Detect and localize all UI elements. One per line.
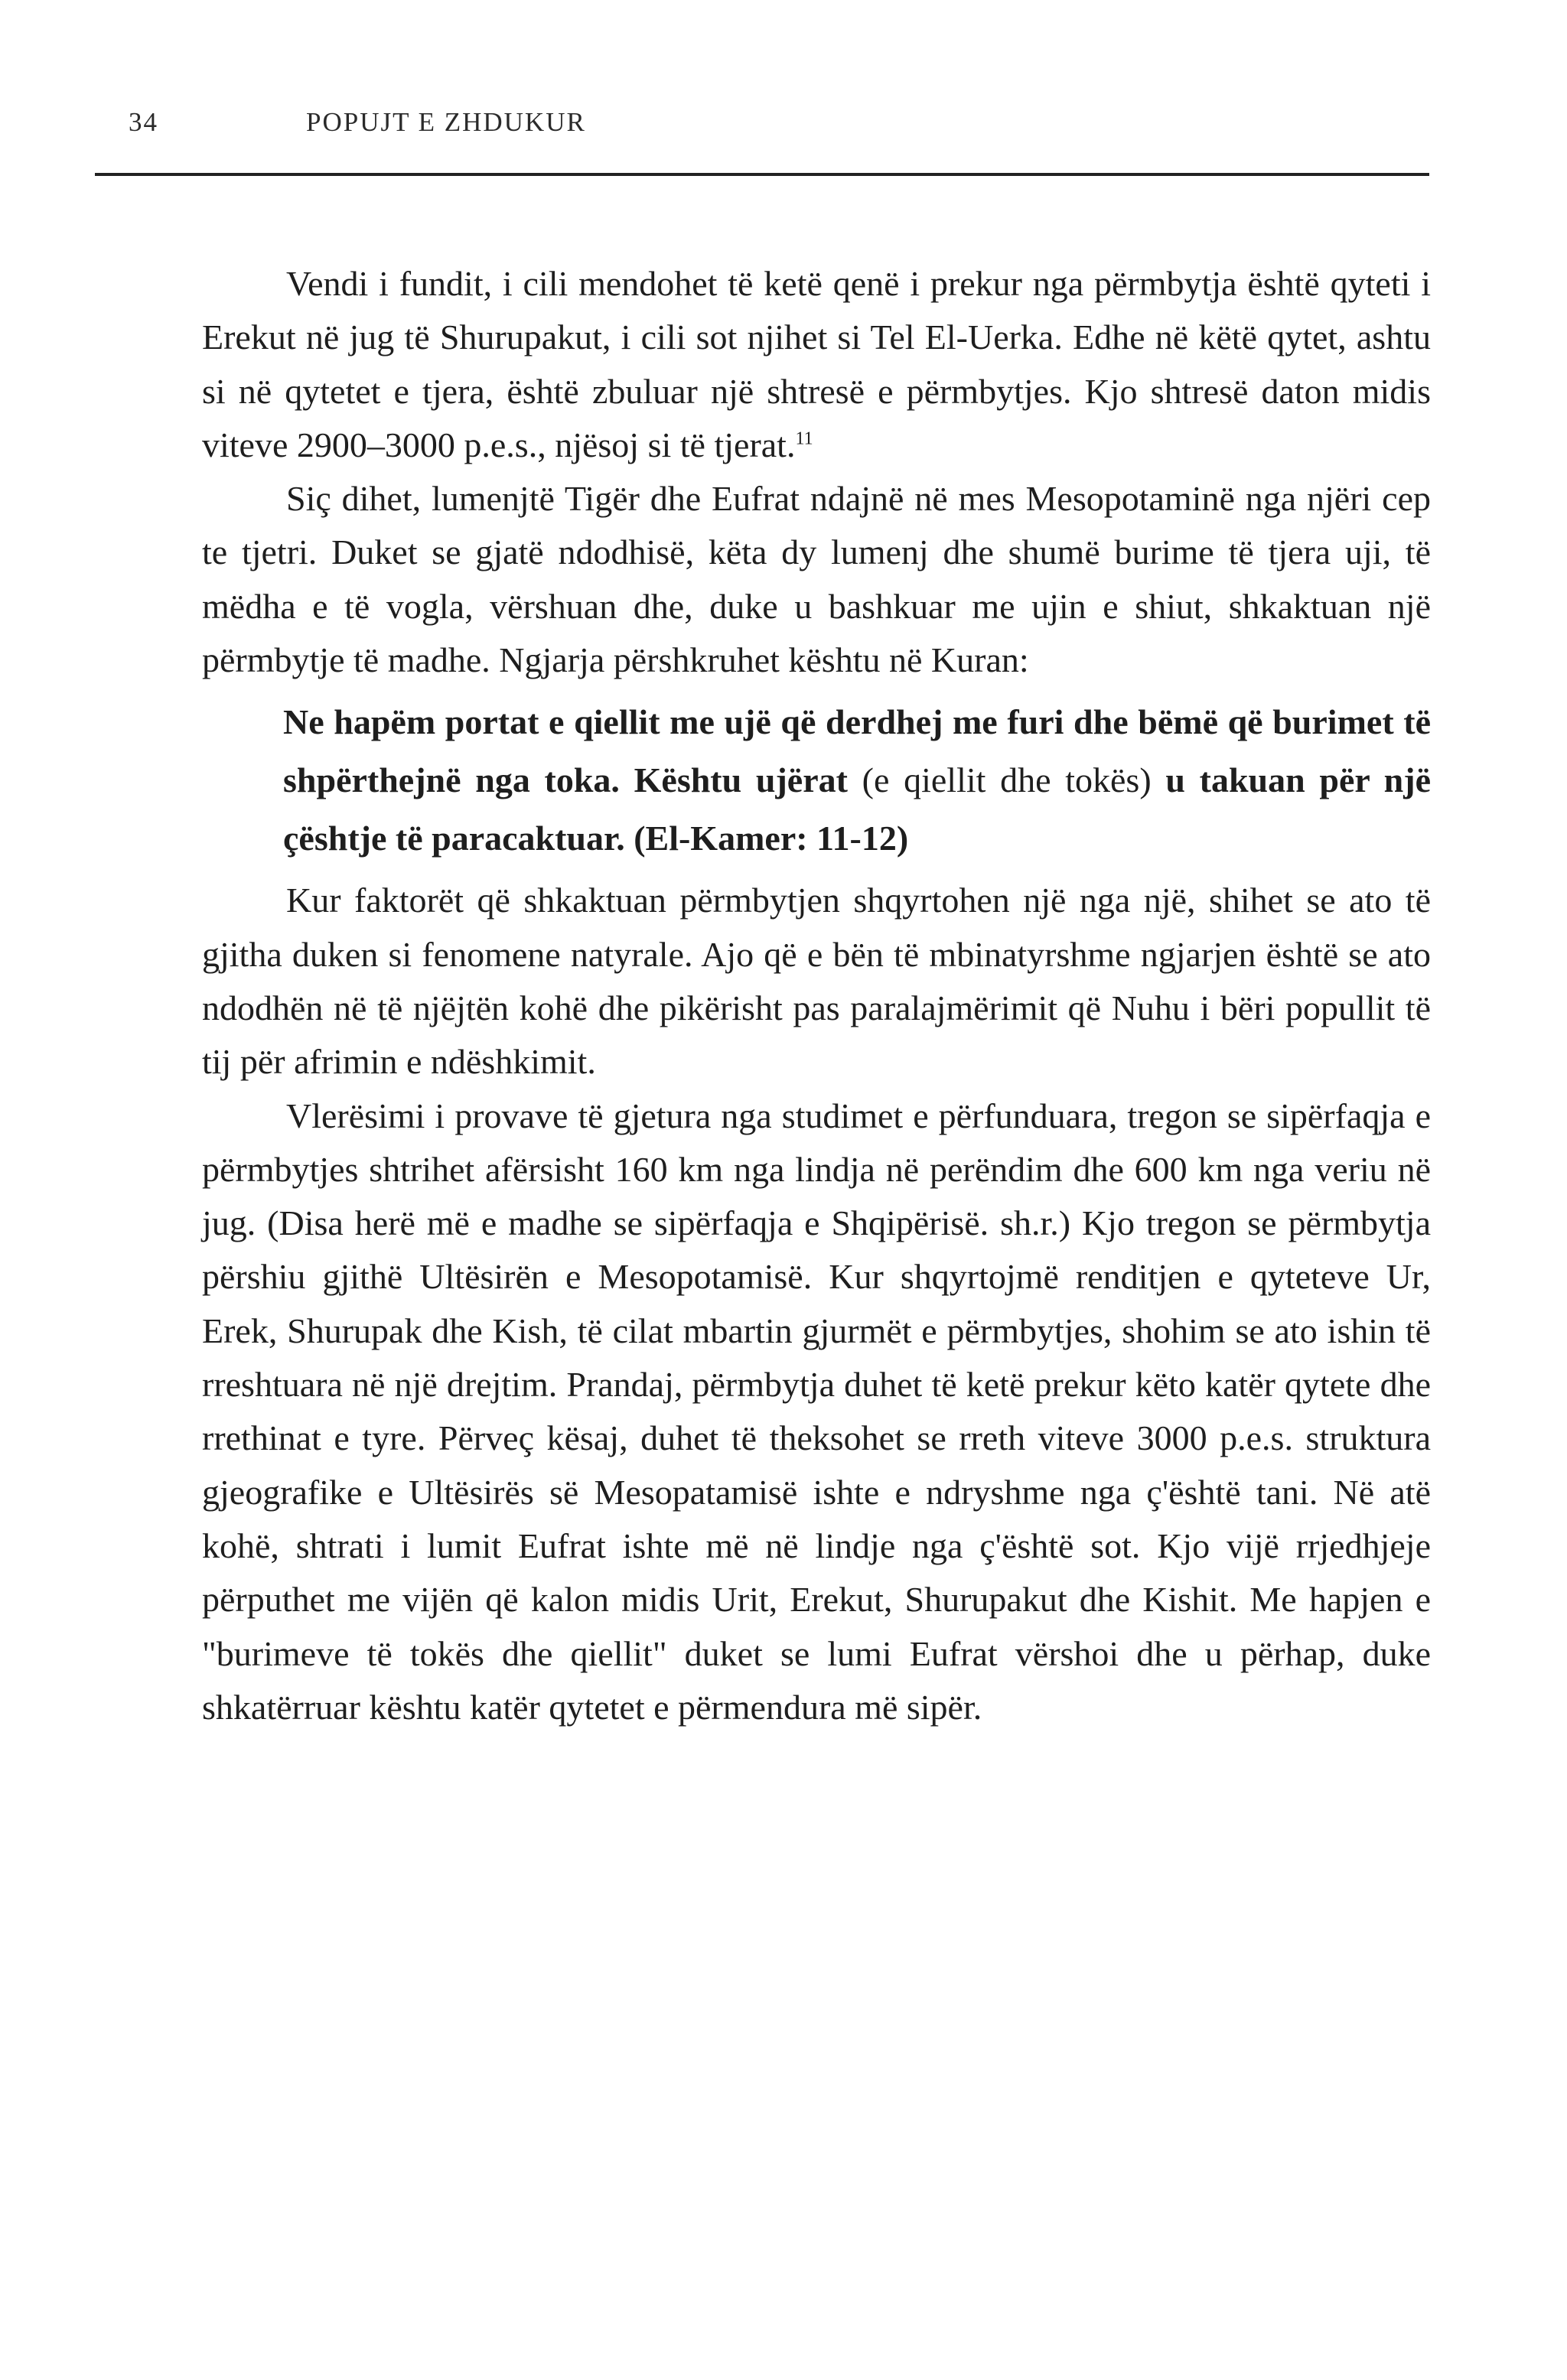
- quote-bold-part-1: Ne hapëm portat e qiellit me ujë që derdhej me furi dhe bëmë që burimet të shpërthejnë nga toka. Kështu ujërat: [283, 702, 1431, 800]
- running-header: [129, 107, 586, 138]
- paragraph-1-text: Vendi i fundit, i cili mendohet të ketë qenë i prekur nga përmbytja është qyteti i Erekut në jug të Shurupakut, i cili sot njihet si Tel El-Uerka. Edhe në këtë qytet, ashtu si në qytetet e tjera, është zbuluar një shtresë e përmbytjes. Kjo shtresë daton midis viteve 2900–3000 p.e.s., njësoj si të tjerat.: [202, 264, 1431, 464]
- footnote-ref-11: 11: [795, 428, 813, 449]
- page-body: [202, 257, 1431, 1734]
- page-number: 34: [129, 107, 158, 137]
- header-rule: [95, 173, 1429, 176]
- paragraph-4: Vlerësimi i provave të gjetura nga studimet e përfunduara, tregon se sipërfaqja e përmbytjes shtrihet afërsisht 160 km nga lindja në perëndim dhe 600 km nga veriu në jug. (Disa herë më e madhe se sipërfaqja e Shqipërisë. sh.r.) Kjo tregon se përmbytja përshiu gjithë Ultësirën e Mesopotamisë. Kur shqyrtojmë renditjen e qyteteve Ur, Erek, Shurupak dhe Kish, të cilat mbartin gjurmët e përmbytjes, shohim se ato ishin të rreshtuara në një drejtim. Prandaj, përmbytja duhet të ketë prekur këto katër qytete dhe rrethinat e tyre. Përveç kësaj, duhet të theksohet se rreth viteve 3000 p.e.s. struktura gjeografike e Ultësirës së Mesopatamisë ishte e ndryshme nga ç'është tani. Në atë kohë, shtrati i lumit Eufrat ishte më në lindje nga ç'është sot. Kjo vijë rrjedhjeje përputhet me vijën që kalon midis Urit, Erekut, Shurupakut dhe Kishit. Me hapjen e "burimeve të tokës dhe qiellit" duket se lumi Eufrat vërshoi dhe u përhap, duke shkatërruar kështu katër qytetet e përmendura më sipër.: [202, 1096, 1431, 1727]
- quote-parenthetical: (e qiellit dhe tokës): [862, 760, 1152, 800]
- paragraph-2: Siç dihet, lumenjtë Tigër dhe Eufrat ndajnë në mes Mesopotaminë nga njëri cep te tjetri. Duket se gjatë ndodhisë, këta dy lumenj dhe shumë burime të tjera uji, të mëdha e të vogla, vërshuan dhe, duke u bashkuar me ujin e shiut, shkaktuan një përmbytje të madhe. Ngjarja përshkruhet kështu në Kuran:: [202, 479, 1431, 680]
- quran-quote: [283, 693, 1431, 868]
- quote-bold-part-2: u takuan për një çështje të paracaktuar. (El-Kamer: 11-12): [283, 760, 1431, 858]
- running-title: POPUJT E ZHDUKUR: [306, 107, 586, 137]
- paragraph-3: Kur faktorët që shkaktuan përmbytjen shqyrtohen një nga një, shihet se ato të gjitha duken si fenomene natyrale. Ajo që e bën të mbinatyrshme ngjarjen është se ato ndodhën në të njëjtën kohë dhe pikërisht pas paralajmërimit që Nuhu i bëri popullit të tij për afrimin e ndëshkimit.: [202, 881, 1431, 1082]
- paragraph-1: [202, 257, 1431, 472]
